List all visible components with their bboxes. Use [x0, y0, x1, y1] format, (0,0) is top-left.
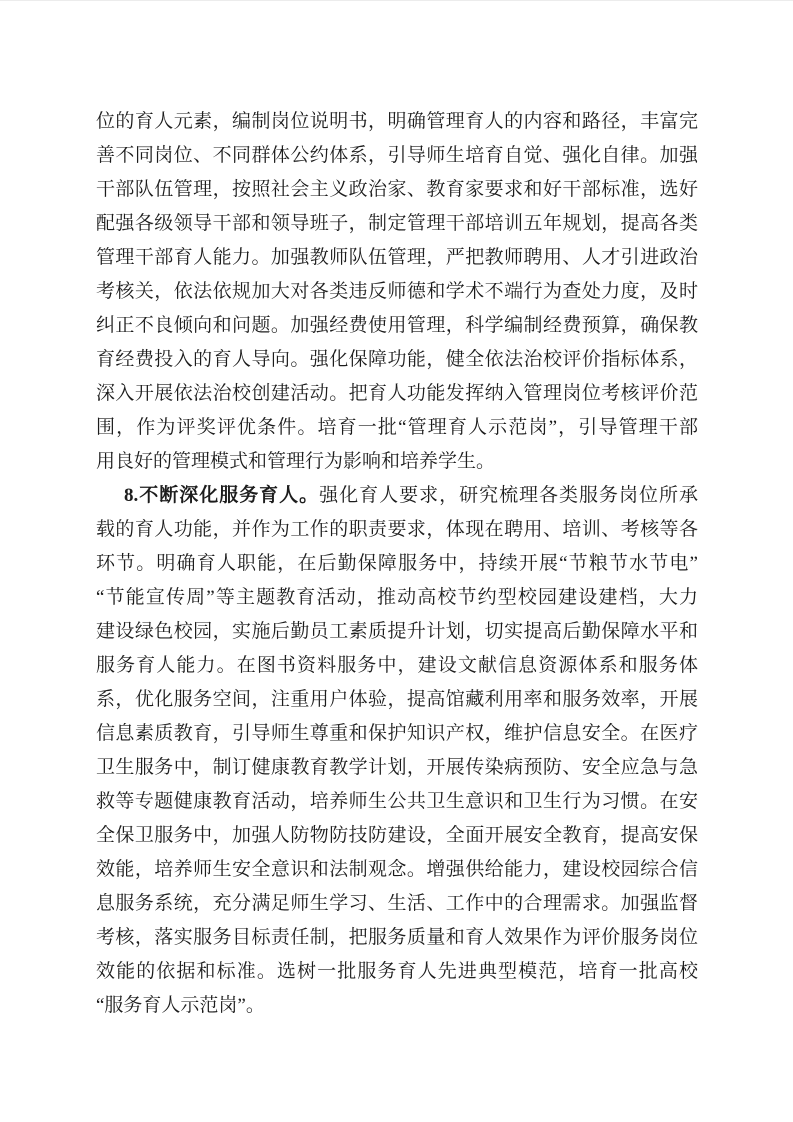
text-line-content: 干部队伍管理，按照社会主义政治家、教育家要求和好干部标准，选好	[96, 179, 698, 200]
text-line-content: 救等专题健康教育活动，培养师生公共卫生意识和卫生行为习惯。在安	[96, 791, 698, 812]
text-line-content: 强化育人要求，研究梳理各类服务岗位所承	[319, 485, 698, 506]
text-line-content: 考核，落实服务目标责任制，把服务质量和育人效果作为评价服务岗位	[96, 927, 698, 948]
text-line-content: 系，优化服务空间，注重用户体验，提高馆藏利用率和服务效率，开展	[96, 689, 698, 710]
text-line-content: 环节。明确育人职能，在后勤保障服务中，持续开展“节粮节水节电”	[96, 553, 698, 574]
text-line	[96, 853, 698, 887]
text-line-content: 深入开展依法治校创建活动。把育人功能发挥纳入管理岗位考核评价范	[96, 383, 698, 404]
text-line-content: 纠正不良倾向和问题。加强经费使用管理，科学编制经费预算，确保教	[96, 315, 698, 336]
text-line-content: 育经费投入的育人导向。强化保障功能，健全依法治校评价指标体系，	[96, 349, 698, 370]
text-line-content: 位的育人元素，编制岗位说明书，明确管理育人的内容和路径，丰富完	[96, 111, 698, 132]
text-line-content: 效能，培养师生安全意识和法制观念。增强供给能力，建设校园综合信	[96, 859, 698, 880]
text-line-content: 卫生服务中，制订健康教育教学计划，开展传染病预防、安全应急与急	[96, 757, 698, 778]
text-line	[96, 479, 698, 513]
text-line	[96, 241, 698, 275]
text-line-content: 效能的依据和标准。选树一批服务育人先进典型模范，培育一批高校	[96, 961, 698, 982]
text-line	[96, 887, 698, 921]
document-body	[96, 105, 698, 1023]
text-line-content: “服务育人示范岗”。	[96, 995, 265, 1016]
text-line	[96, 275, 698, 309]
text-line	[96, 581, 698, 615]
text-line	[96, 411, 698, 445]
text-line-content: 全保卫服务中，加强人防物防技防建设，全面开展安全教育，提高安保	[96, 825, 698, 846]
text-line	[96, 207, 698, 241]
text-line	[96, 921, 698, 955]
text-line	[96, 309, 698, 343]
text-line	[96, 989, 698, 1023]
text-line-content: 管理干部育人能力。加强教师队伍管理，严把教师聘用、人才引进政治	[96, 247, 698, 268]
text-line	[96, 683, 698, 717]
text-line	[96, 717, 698, 751]
text-line-content: 载的育人功能，并作为工作的职责要求，体现在聘用、培训、考核等各	[96, 519, 698, 540]
text-line	[96, 819, 698, 853]
text-line-content: “节能宣传周”等主题教育活动，推动高校节约型校园建设建档，大力	[96, 587, 698, 608]
text-line-content: 考核关，依法依规加大对各类违反师德和学术不端行为查处力度，及时	[96, 281, 698, 302]
text-line	[96, 173, 698, 207]
text-line	[96, 343, 698, 377]
text-line-content: 用良好的管理模式和管理行为影响和培养学生。	[96, 451, 496, 472]
text-line-content: 建设绿色校园，实施后勤员工素质提升计划，切实提高后勤保障水平和	[96, 621, 698, 642]
text-line-content: 配强各级领导干部和领导班子，制定管理干部培训五年规划，提高各类	[96, 213, 698, 234]
text-line	[96, 649, 698, 683]
text-line	[96, 445, 698, 479]
text-line-content: 服务育人能力。在图书资料服务中，建设文献信息资源体系和服务体	[96, 655, 698, 676]
text-line	[96, 751, 698, 785]
text-line	[96, 955, 698, 989]
text-line	[96, 139, 698, 173]
text-line-content: 息服务系统，充分满足师生学习、生活、工作中的合理需求。加强监督	[96, 893, 698, 914]
text-line-content: 信息素质教育，引导师生尊重和保护知识产权，维护信息安全。在医疗	[96, 723, 698, 744]
paragraph-lead-bold: 8.不断深化服务育人。	[124, 485, 320, 506]
text-line	[96, 615, 698, 649]
text-line	[96, 513, 698, 547]
text-line	[96, 785, 698, 819]
text-line-content: 善不同岗位、不同群体公约体系，引导师生培育自觉、强化自律。加强	[96, 145, 698, 166]
text-line	[96, 105, 698, 139]
text-line-content: 围，作为评奖评优条件。培育一批“管理育人示范岗”，引导管理干部	[96, 417, 698, 438]
text-line	[96, 547, 698, 581]
text-line	[96, 377, 698, 411]
